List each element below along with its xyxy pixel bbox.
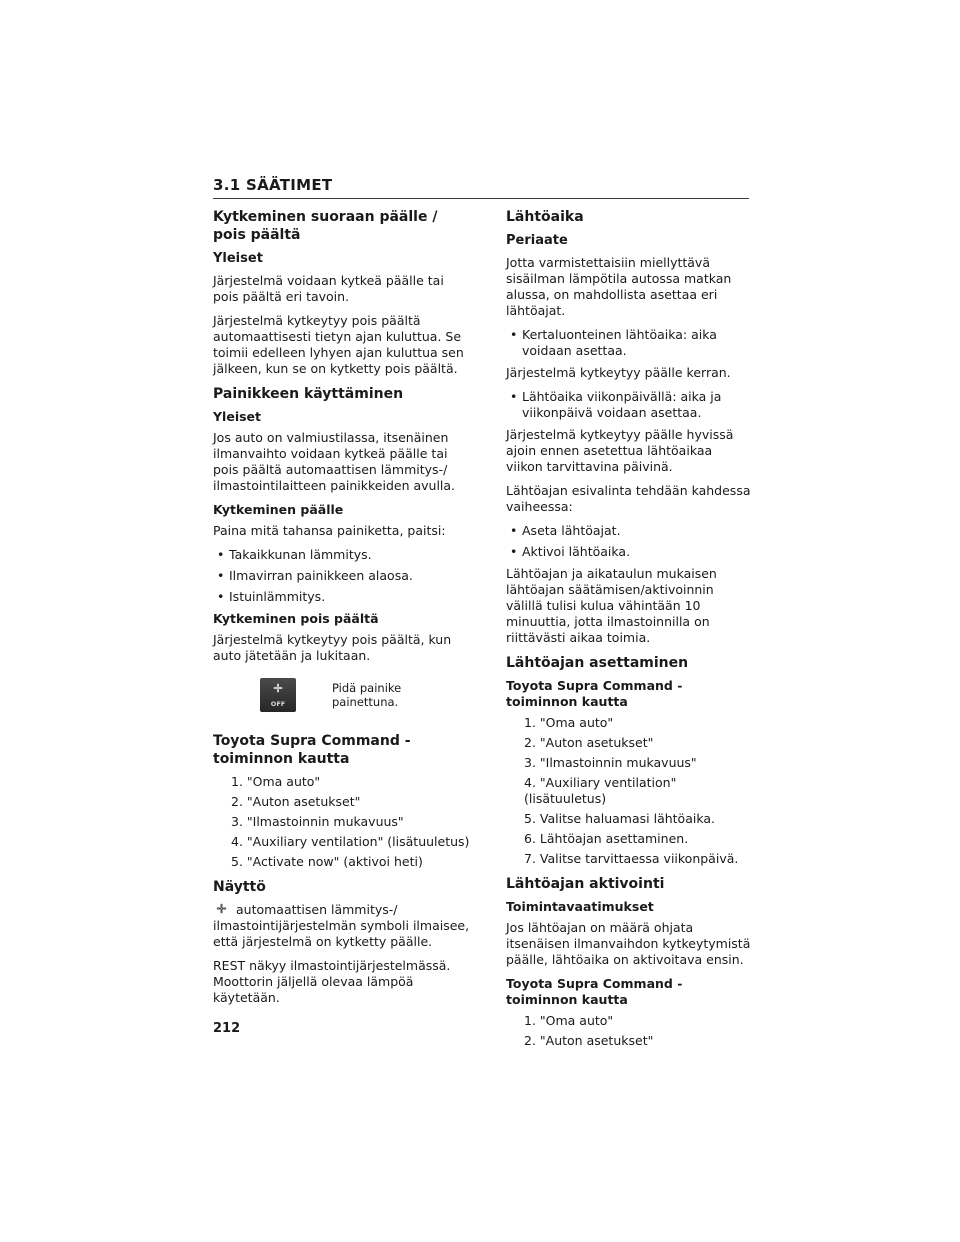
list-item: 3. "Ilmastoinnin mukavuus" xyxy=(524,755,697,770)
list-item: 1. "Oma auto" xyxy=(524,715,614,730)
list-item: • Takaikkunan lämmitys. xyxy=(213,547,471,563)
paragraph: REST näkyy ilmastointijärjestelmässä. Moottorin jäljellä olevaa lämpöä käytetään. xyxy=(213,958,451,1005)
list-item: 1. "Oma auto" xyxy=(524,1013,614,1028)
heading-supra-command: Toyota Supra Command -toiminnon kautta xyxy=(506,976,683,1007)
section-header xyxy=(213,176,749,199)
right-column xyxy=(506,208,752,1057)
paragraph: Lähtöajan esivalinta tehdään kahdessa vaiheessa: xyxy=(506,483,751,514)
heading-general: Yleiset xyxy=(213,409,261,424)
left-column xyxy=(213,208,471,1014)
bullet-list xyxy=(506,389,752,421)
header-divider xyxy=(213,198,749,199)
list-item: 4. "Auxiliary ventilation" (lisätuuletus) xyxy=(524,775,677,806)
paragraph: Järjestelmä kytkeytyy päälle hyvissä ajoin ennen asetettua lähtöaikaa viikon tarvittavina päivinä. xyxy=(506,427,734,474)
list-item: • Aseta lähtöajat. xyxy=(506,523,752,539)
paragraph-display xyxy=(213,902,471,950)
steps-list xyxy=(506,1013,752,1049)
steps-list xyxy=(213,774,471,870)
list-item: • Ilmavirran painikkeen alaosa. xyxy=(213,568,471,584)
list-item: 4. "Auxiliary ventilation" (lisätuuletus) xyxy=(231,834,470,849)
list-item: 7. Valitse tarvittaessa viikonpäivä. xyxy=(524,851,739,866)
off-label: OFF xyxy=(270,700,286,708)
heading-setting-departure: Lähtöajan asettaminen xyxy=(506,655,689,671)
heading-switch-on: Kytkeminen päälle xyxy=(213,502,344,517)
list-item: • Aktivoi lähtöaika. xyxy=(506,544,752,560)
paragraph: Järjestelmä kytkeytyy päälle kerran. xyxy=(506,365,731,380)
list-item: 1. "Oma auto" xyxy=(231,774,321,789)
heading-general: Yleiset xyxy=(213,251,263,266)
paragraph: Jos lähtöajan on määrä ohjata itsenäisen ilmanvaihdon kytkeytymistä päälle, lähtöaika on aktivoitava ensin. xyxy=(506,920,751,967)
list-item: 2. "Auton asetukset" xyxy=(524,1033,654,1048)
bullet-list xyxy=(506,327,752,359)
list-item: 6. Lähtöajan asettaminen. xyxy=(524,831,689,846)
figure-caption: Pidä painike painettuna. xyxy=(332,681,402,709)
heading-departure-time: Lähtöaika xyxy=(506,209,584,225)
list-item: 2. "Auton asetukset" xyxy=(524,735,654,750)
display-text-lead: automaattisen lämmitys-/ xyxy=(236,902,398,917)
heading-supra-command: Toyota Supra Command -toiminnon kautta xyxy=(213,733,411,767)
paragraph: Järjestelmä kytkeytyy pois päältä automaattisesti tietyn ajan kuluttua. Se toimii edelleen lyhyen ajan kuluttua sen jälkeen, kun se on kytketty pois päältä. xyxy=(213,313,464,376)
heading-supra-command: Toyota Supra Command -toiminnon kautta xyxy=(506,678,683,709)
heading-requirements: Toimintavaatimukset xyxy=(506,899,654,914)
fan-off-button-image xyxy=(260,678,296,712)
bullet-list xyxy=(213,547,471,605)
heading-using-button: Painikkeen käyttäminen xyxy=(213,386,404,402)
heading-display: Näyttö xyxy=(213,879,266,895)
paragraph: Paina mitä tahansa painiketta, paitsi: xyxy=(213,523,446,538)
paragraph: Järjestelmä kytkeytyy pois päältä, kun auto jätetään ja lukitaan. xyxy=(213,632,452,663)
list-item: • Istuinlämmitys. xyxy=(213,589,471,605)
section-title: 3.1 SÄÄTIMET xyxy=(213,176,333,194)
list-item: 2. "Auton asetukset" xyxy=(231,794,361,809)
fan-symbol-icon xyxy=(215,902,228,915)
heading-switch-off: Kytkeminen pois päältä xyxy=(213,611,379,626)
paragraph: Jos auto on valmiustilassa, itsenäinen ilmanvaihto voidaan kytkeä päälle tai pois päältä automaattisen lämmitys-/ ilmastointilaitteen painikkeiden avulla. xyxy=(213,430,456,493)
list-item: 3. "Ilmastoinnin mukavuus" xyxy=(231,814,404,829)
heading-principle: Periaate xyxy=(506,233,568,248)
steps-list xyxy=(506,715,752,867)
heading-switch-on-off: Kytkeminen suoraan päälle / pois päältä xyxy=(213,209,438,243)
list-item: 5. Valitse haluamasi lähtöaika. xyxy=(524,811,715,826)
list-item: • Kertaluonteinen lähtöaika: aika voidaan asettaa. xyxy=(506,327,752,359)
fan-icon xyxy=(272,682,284,694)
page-number: 212 xyxy=(213,1021,241,1036)
paragraph: Jotta varmistettaisiin miellyttävä sisäilman lämpötila autossa matkan alussa, on mahdollista asettaa eri lähtöajat. xyxy=(506,255,732,318)
paragraph: Järjestelmä voidaan kytkeä päälle tai pois päältä eri tavoin. xyxy=(213,273,444,304)
list-item: • Lähtöaika viikonpäivällä: aika ja viikonpäivä voidaan asettaa. xyxy=(506,389,752,421)
heading-activation: Lähtöajan aktivointi xyxy=(506,876,665,892)
bullet-list xyxy=(506,523,752,560)
paragraph: Lähtöajan ja aikataulun mukaisen lähtöajan säätämisen/aktivoinnin välillä tulisi kulua vähintään 10 minuuttia, jotta ilmastoinnilla on riittävästi aikaa toimia. xyxy=(506,566,717,645)
display-text-rest: ilmastointijärjestelmän symboli ilmaisee, että järjestelmä on kytketty päälle. xyxy=(213,918,470,949)
button-figure xyxy=(260,678,471,712)
list-item: 5. "Activate now" (aktivoi heti) xyxy=(231,854,423,869)
